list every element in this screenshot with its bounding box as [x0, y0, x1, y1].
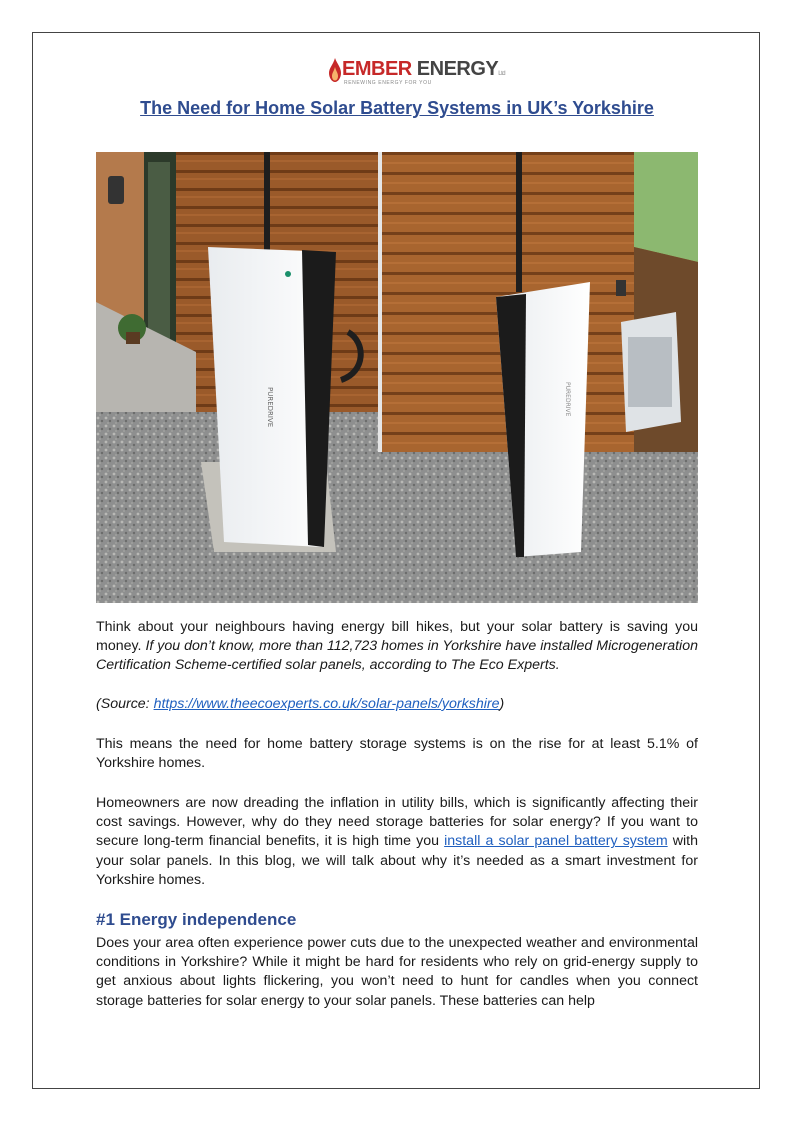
- homeowners-paragraph: Homeowners are now dreading the inflation in utility bills, which is significantly affecting their cost savings. However, why do they need storage batteries for solar energy? If you want to secure long-term financial benefits, it is high time you install a solar panel battery system with your solar panels. In this blog, we will talk about why it’s needed as a smart investment for Yorkshire homes.: [96, 795, 698, 888]
- intro-text: Think about your neighbours having energy bill hikes, but your solar battery is saving you money.: [96, 619, 698, 655]
- intro-italic-text: If you don’t know, more than 112,723 homes in Yorkshire have installed Microgeneration Certification Scheme-certified solar panels, according to The Eco Experts.: [96, 638, 698, 674]
- source-line: (Source: https://www.theecoexperts.co.uk/solar-panels/yorkshire): [96, 696, 505, 712]
- storage-paragraph: This means the need for home battery storage systems is on the rise for at least 5.1% of Yorkshire homes.: [96, 736, 698, 772]
- battery-brand-label-2: PUREDRIVE: [564, 382, 571, 417]
- install-battery-link[interactable]: install a solar panel battery system: [444, 833, 668, 850]
- logo-tagline: RENEWING ENERGY FOR YOU: [344, 80, 432, 86]
- section-heading-energy-independence: #1 Energy independence: [96, 910, 297, 929]
- battery-brand-label: PUREDRIVE: [266, 387, 274, 428]
- energy-independence-paragraph: Does your area often experience power cuts due to the unexpected weather and environmental conditions in Yorkshire? While it might be hard for residents who rely on grid-energy supply to get anxious about lights flickering, you won’t need to hunt for candles when you connect storage batteries for solar energy to your solar panels. These batteries can help: [96, 935, 698, 1009]
- ember-energy-logo: [328, 56, 506, 88]
- logo-wordmark: EMBER ENERGYLtd: [342, 58, 506, 80]
- solar-battery-photo: [96, 152, 698, 603]
- page-title: The Need for Home Solar Battery Systems in UK’s Yorkshire: [140, 98, 654, 118]
- intro-paragraph: [96, 618, 698, 676]
- flame-icon: [328, 58, 342, 82]
- source-link[interactable]: https://www.theecoexperts.co.uk/solar-panels/yorkshire: [153, 696, 500, 712]
